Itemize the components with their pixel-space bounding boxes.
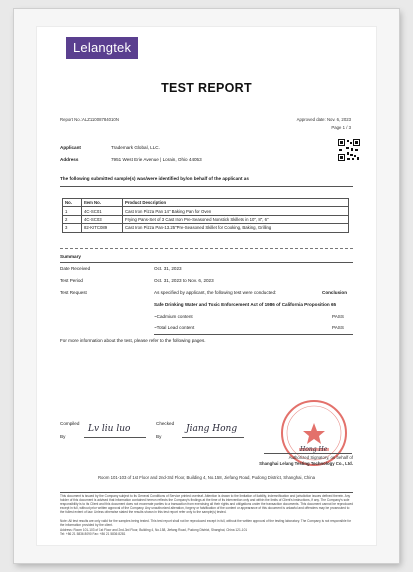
applicant-label: Applicant [60,145,81,150]
divider [154,334,353,335]
test-item-lead: ~Total Lead content [154,325,195,330]
checked-signature: Jiang Hong [186,424,238,434]
test-period-value: Oct. 31, 2023 to Nov. 6, 2023 [154,278,214,283]
divider [60,262,353,263]
lelangtek-logo: Lelangtek [66,37,138,59]
divider [60,186,353,187]
table-header-row [63,199,349,207]
result-cadmium: PASS [332,314,344,319]
more-info-note: For more information about the test, please refer to the following pages. [60,338,206,343]
report-number: Report No.:ALZ11008784010N [60,117,119,122]
row-no: 3 [63,224,82,232]
compiled-by: By [60,434,66,439]
divider [60,492,353,493]
table-row [63,215,349,223]
test-item-cadmium: ~Cadmium content [154,314,193,319]
samples-intro: The following submitted sample(s) was/were identified by/on behalf of the applicant as [60,176,249,181]
signature-line [84,437,146,438]
test-request-label: Test Request [60,290,87,295]
date-received-value: Oct. 31, 2023 [154,266,182,271]
date-received-label: Date Received [60,266,91,271]
row-description: Frying Pans-Set of 3 Cast Iron Pre-Seasoned Nonstick Skillets in 10", 8", 6" [123,215,349,223]
table-row [63,207,349,215]
result-lead: PASS [332,325,344,330]
row-description: Cast Iron Pizza Pan 14" Baking Pan for Oven [123,207,349,215]
row-no: 2 [63,215,82,223]
row-item: 4C-SC01 [82,207,123,215]
table-row [63,224,349,232]
signature-line [264,453,352,454]
authorized-signatory: Authorized Signatory, on behalf of [288,455,353,460]
dashed-divider [60,248,353,249]
company-name: Shanghai Lelang Testing Technology Co., Ltd. [259,461,353,466]
report-page [36,26,377,546]
qr-code-icon [338,139,360,161]
checked-label: Checked [156,421,175,426]
compiled-signature: Lv liu luo [88,424,131,434]
checked-by: By [156,434,162,439]
header-no: No. [63,199,82,207]
act-title: Safe Drinking Water and Toxic Enforcement Act of 1986 of California Proposition 65 [154,302,337,307]
footer-address: Address: Room 101-103 of 1st Floor and 2nd-3rd Floor, Building 4, No.158, Jiefang Road, Pudong District, Shanghai, China 121-101 [60,528,248,532]
row-description: Cast Iron Pizza Pan-13.25"Pre-Seasoned Skillet for Cooking, Baking, Grilling [123,224,349,232]
page-number: Page 1 / 3 [331,125,351,130]
footer-contact: Tel: +86 21 5836 8090 Fax: +86 21 5836 8281 [60,532,126,536]
test-note: Note: All test results are only valid for the samples being tested. This test report shall not be reproduced except in full, without the written approval of the testing laboratory. The Company is not responsible for the information provided by the client. [60,519,352,527]
legal-disclaimer: This document is issued by the Company subject to its General Conditions of Service printed overleaf. Attention is drawn to the limitation of liability, indemnification and jurisdiction issues defined therein. Any holder of this document is advised that information contained hereon reflects the Company's findings at the time of its intervention only and within the limits of Client's instructions, if any. The Company's sole responsibility is to its Client and this document does not exonerate parties to a transaction from exercising all their rights and obligations under the transaction documents. This document cannot be reproduced except in full, without prior written approval of the Company. Any unauthorized alteration, forgery or falsification of the content or appearance of this document is unlawful and offenders may be prosecuted to the fullest extent of law. Unless otherwise stated the results shown in this test report refer only to the sample(s) tested. [60,494,354,514]
report-title: TEST REPORT [161,81,252,95]
test-request-value: As specified by applicant, the following test were conducted: [154,290,277,295]
header-description: Product Description [123,199,349,207]
row-item: 82-KITC089 [82,224,123,232]
approved-signature: Hong He [300,446,328,453]
header-item-no: Item No. [82,199,123,207]
address-label: Address [60,157,79,162]
approved-date: Approved date: Nov. 6, 2023 [296,117,351,122]
compiled-label: Compiled [60,421,80,426]
samples-table [62,198,349,233]
signature-line [182,437,244,438]
test-period-label: Test Period [60,278,83,283]
row-no: 1 [63,207,82,215]
summary-heading: Summary [60,254,81,259]
applicant-value: Trademark Global, LLC. [111,145,160,150]
address-value: 7951 West Erie Avenue | Lorain, Ohio 44053 [111,157,202,162]
row-item: 4C-SC03 [82,215,123,223]
conclusion-label: Conclusion [322,290,348,295]
lab-address: Room 101-103 of 1st Floor and 2nd-3rd Floor, Building 4, No.158, Jiefang Road, Pudong District, Shanghai, China [97,475,316,480]
